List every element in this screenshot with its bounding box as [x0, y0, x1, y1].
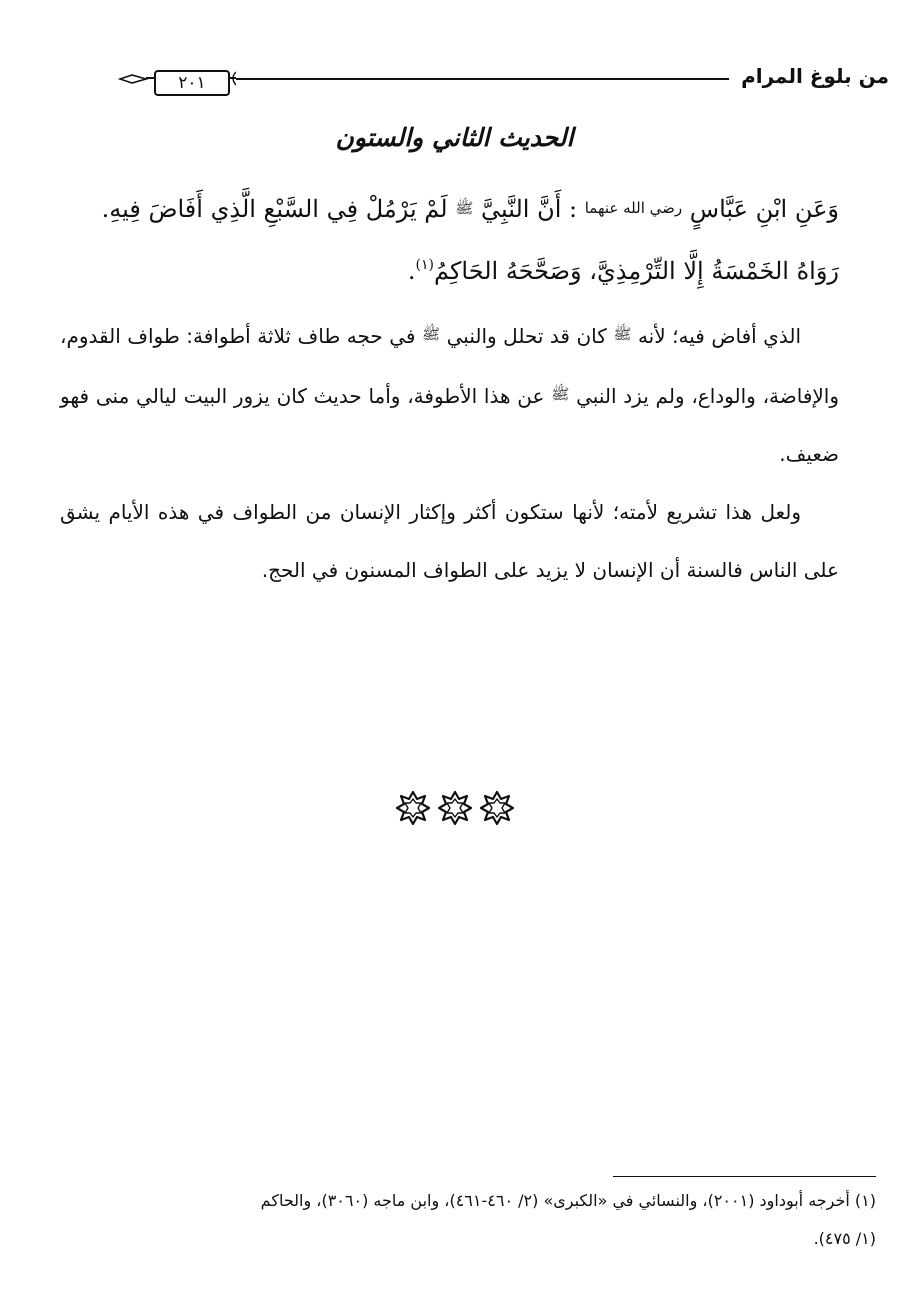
honorific-salla: ﷺ	[551, 385, 570, 403]
honorific-salla: ﷺ	[421, 325, 441, 343]
commentary-paragraph: ولعل هذا تشريع لأمته؛ لأنها ستكون أكثر وإكثار الإنسان من الطواف في هذه الأيام يشق على الناس فالسنة أن الإنسان لا يزيد على الطواف المسنون في الحج.	[60, 500, 839, 582]
commentary-paragraph	[60, 305, 839, 483]
footnote-marker: (١)	[415, 257, 434, 273]
hadith-takhrij: رَوَاهُ الخَمْسَةُ إِلَّا التِّرْمِذِيَّ، وَصَحَّحَهُ الحَاكِمُ	[434, 257, 839, 285]
eight-point-star-icon	[395, 790, 431, 826]
commentary	[60, 305, 839, 599]
footnote-1-line-2: (١/ ٤٧٥).	[813, 1229, 876, 1248]
eight-point-star-icon	[437, 790, 473, 826]
commentary-text: الذي أفاض فيه؛ لأنه	[637, 324, 802, 348]
footnotes	[100, 1182, 876, 1258]
commentary-text: عن هذا الأطوفة، وأما حديث كان يزور البيت ليالي منى فهو ضعيف.	[60, 384, 839, 466]
section-end-ornament	[0, 790, 909, 830]
running-header	[118, 60, 889, 94]
hadith-line	[60, 180, 839, 237]
commentary-text: كان قد تحلل والنبي	[446, 324, 607, 348]
hadith-narrator: وَعَنِ ابْنِ عَبَّاسٍ	[689, 195, 839, 223]
footnote-1-line-1: (١) أخرجه أبوداود (٢٠٠١)، والنسائي في «الكبرى» (٢/ ٤٦٠-٤٦١)، وابن ماجه (٣٠٦٠)، والحاكم	[260, 1191, 876, 1210]
header-rule-ornament	[118, 66, 236, 92]
hadith-takhrij-line	[60, 237, 839, 299]
honorific-salla: ﷺ	[455, 199, 474, 217]
eight-point-star-icon	[479, 790, 515, 826]
footnote-rule	[613, 1176, 876, 1177]
hadith-text-part: لَمْ يَرْمُلْ فِي السَّبْعِ الَّذِي أَفَاضَ فِيهِ.	[101, 195, 448, 223]
page-number: ٢٠١	[154, 70, 230, 96]
header-rule	[236, 78, 729, 80]
hadith-text-part: : أَنَّ النَّبِيَّ	[480, 195, 578, 223]
hadith-heading: الحديث الثاني والستون	[335, 123, 574, 152]
commentary-text: في حجه طاف ثلاثة أطوافة: طواف القدوم، والإفاضة، والوداع، ولم يزد النبي	[60, 324, 840, 408]
honorific-salla: ﷺ	[613, 325, 632, 343]
honorific-radiya: رضي الله عنهما	[584, 199, 683, 217]
hadith-text	[60, 180, 839, 299]
hadith-takhrij-end: .	[407, 257, 416, 285]
book-title: من بلوغ المرام	[741, 64, 889, 88]
